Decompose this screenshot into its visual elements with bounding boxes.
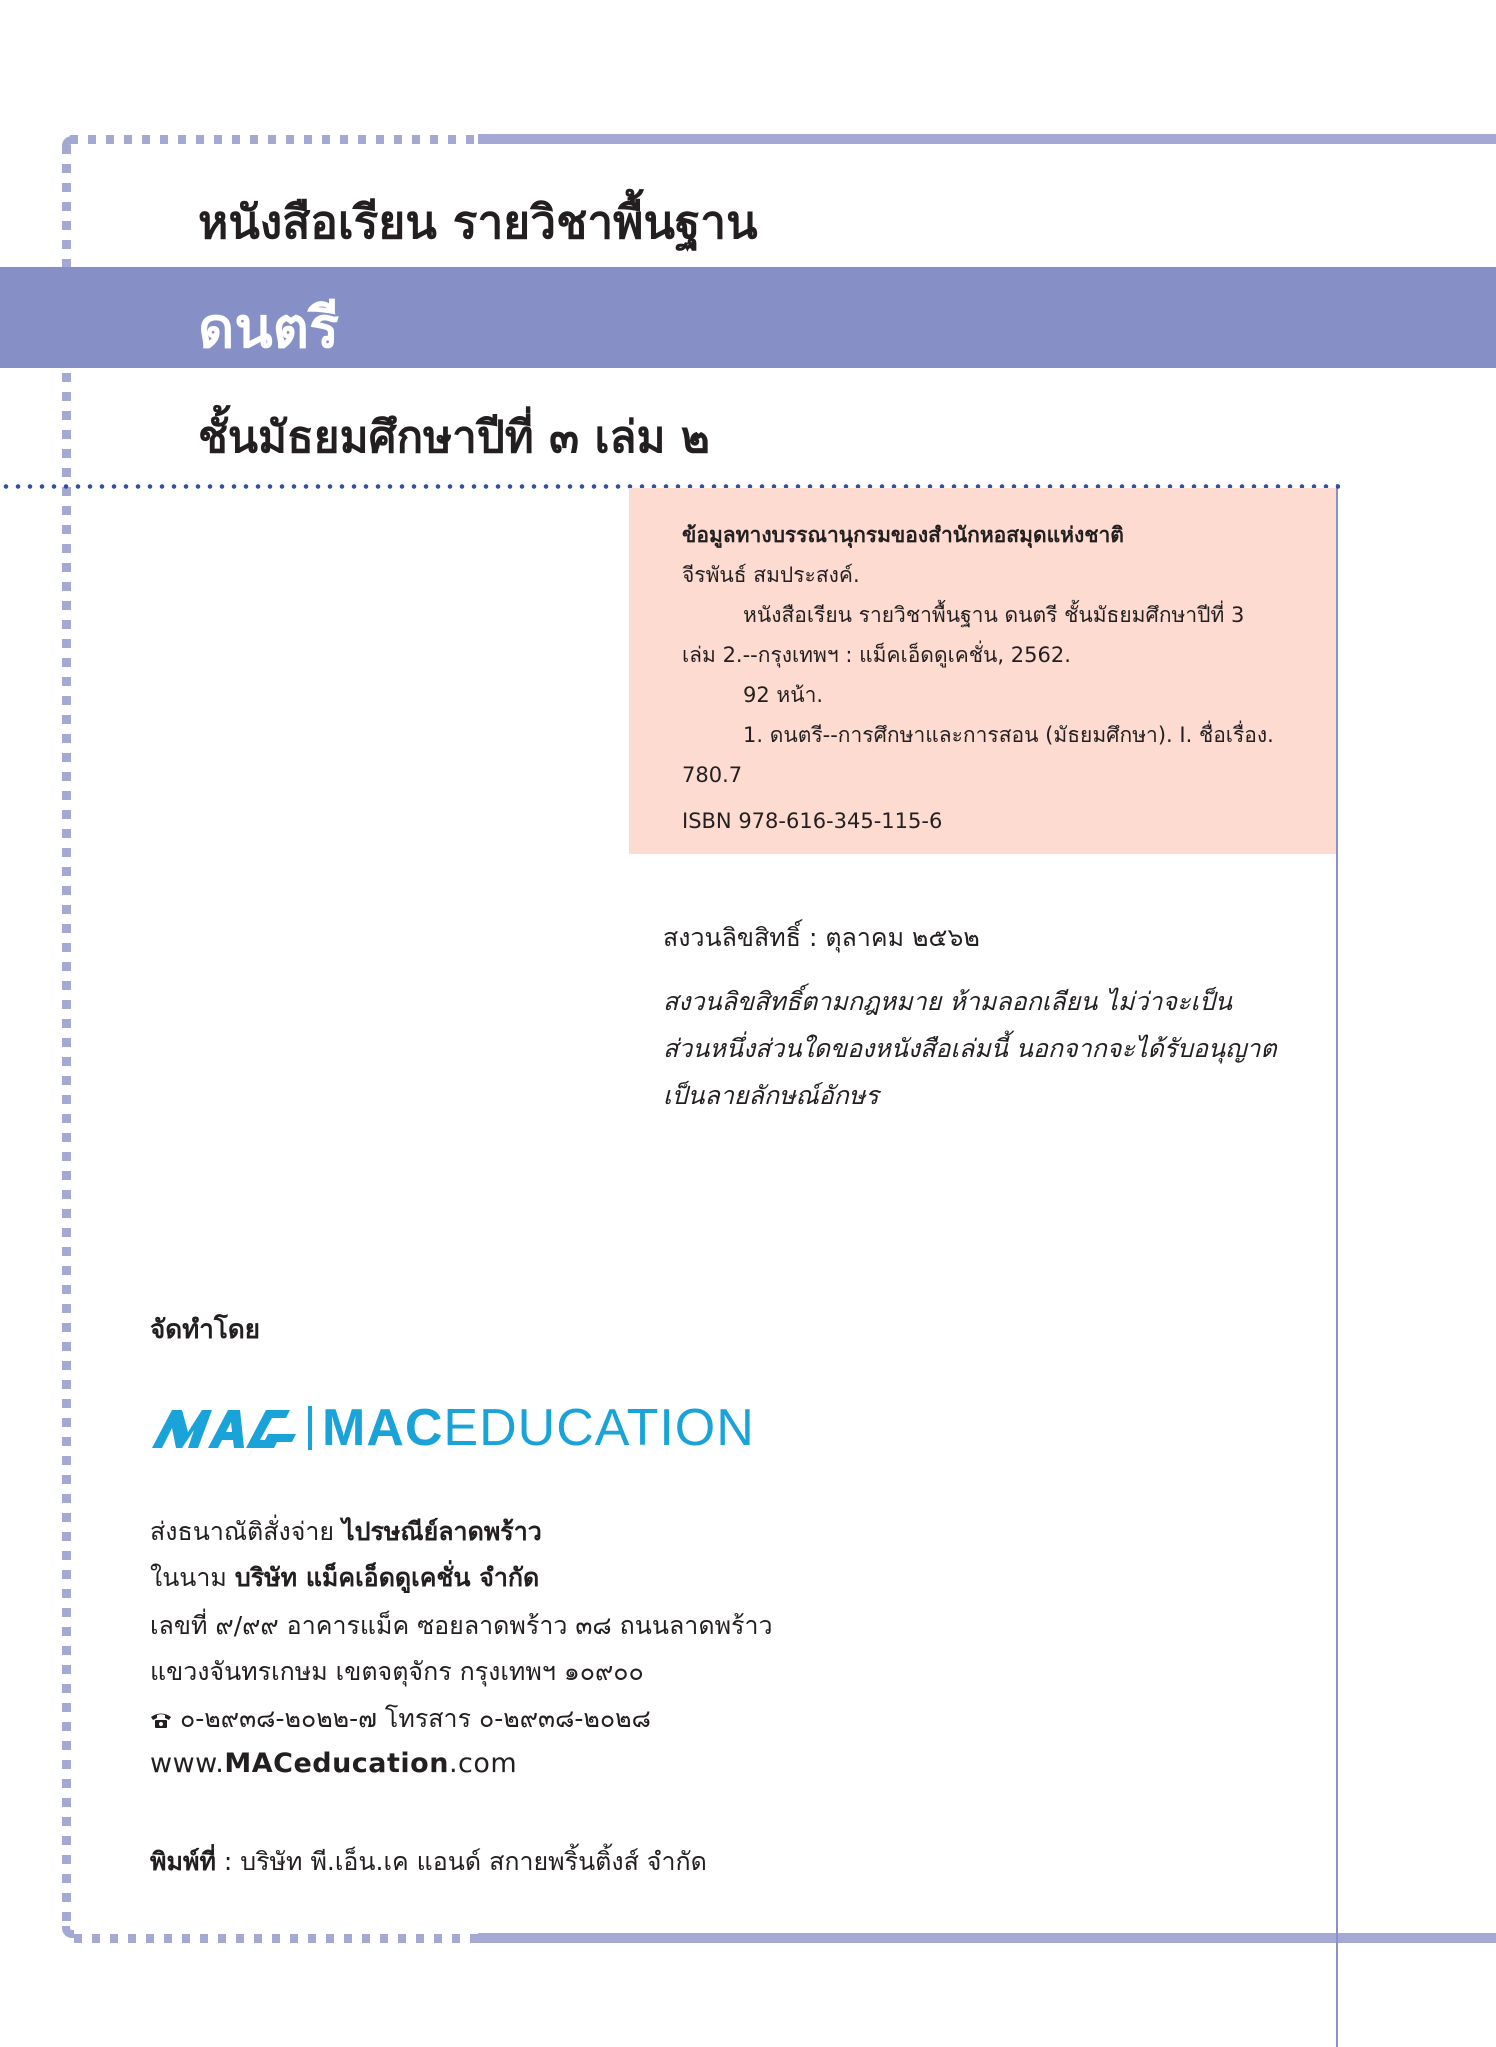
- frame-corner-bottom-left: [62, 1926, 74, 1938]
- payee-line: [150, 1558, 539, 1598]
- frame-bottom-dotted-border: [74, 1934, 478, 1943]
- right-divider-line: [1336, 484, 1338, 2047]
- catalog-title-line-1: หนังสือเรียน รายวิชาพื้นฐาน ดนตรี ชั้นมัธยมศึกษาปีที่ 3: [743, 603, 1245, 627]
- grade-line: ชั้นมัธยมศึกษาปีที่ ๓ เล่ม ๒: [198, 412, 710, 463]
- payee-prefix: ในนาม: [150, 1563, 235, 1592]
- website-name: MACeducation: [224, 1748, 449, 1779]
- copyright-notice-line: เป็นลายลักษณ์อักษร: [663, 1081, 879, 1110]
- address-line-2: แขวงจันทรเกษม เขตจตุจักร กรุงเทพฯ ๑๐๙๐๐: [150, 1657, 644, 1686]
- money-order-office: ไปรษณีย์ลาดพร้าว: [342, 1517, 542, 1546]
- printer-line: [150, 1842, 707, 1882]
- mac-education-logo: [150, 1400, 755, 1456]
- logo-wordmark-light: EDUCATION: [443, 1399, 755, 1457]
- copyright-notice: [663, 978, 1277, 1119]
- catalog-record-box: [629, 488, 1336, 854]
- copyright-notice-line: ส่วนหนึ่งส่วนใดของหนังสือเล่มนี้ นอกจากจะได้รับอนุญาต: [663, 1034, 1277, 1063]
- catalog-isbn: ISBN 978-616-345-115-6: [682, 809, 943, 833]
- catalog-title-line-2: เล่ม 2.--กรุงเทพฯ : แม็คเอ็ดดูเคชั่น, 2562.: [682, 643, 1071, 667]
- book-title: ดนตรี: [198, 296, 340, 361]
- phone-fax-numbers: ๐-๒๙๓๘-๒๐๒๒-๗ โทรสาร ๐-๒๙๓๘-๒๐๒๘: [180, 1704, 651, 1733]
- printer-name: : บริษัท พี.เอ็น.เค แอนด์ สกายพริ้นติ้งส์ จำกัด: [215, 1847, 707, 1876]
- frame-bottom-solid-border: [478, 1933, 1496, 1943]
- catalog-pages: 92 หน้า.: [743, 683, 824, 707]
- website-suffix: .com: [448, 1748, 518, 1779]
- website-prefix: www.: [150, 1748, 225, 1779]
- frame-top-solid-border: [478, 134, 1496, 144]
- frame-top-dotted-border: [70, 135, 478, 144]
- payee-name: บริษัท แม็คเอ็ดดูเคชั่น จำกัด: [234, 1563, 540, 1592]
- subject-line: หนังสือเรียน รายวิชาพื้นฐาน: [198, 195, 758, 249]
- prepared-by-label: จัดทำโดย: [150, 1315, 260, 1345]
- logo-separator: [308, 1406, 312, 1450]
- catalog-subject: 1. ดนตรี--การศึกษาและการสอน (มัธยมศึกษา). I. ชื่อเรื่อง.: [743, 723, 1274, 747]
- money-order-line: [150, 1512, 542, 1552]
- printer-label: พิมพ์ที่: [150, 1847, 216, 1876]
- website-link[interactable]: [150, 1748, 517, 1779]
- frame-left-dotted-border: [62, 145, 71, 1925]
- copyright-notice-line: สงวนลิขสิทธิ์ตามกฎหมาย ห้ามลอกเลียน ไม่ว่าจะเป็น: [663, 987, 1232, 1016]
- telephone-icon: [150, 1711, 172, 1729]
- mac-logo-mark-icon: [150, 1404, 300, 1452]
- phone-line: [150, 1699, 651, 1739]
- catalog-heading: ข้อมูลทางบรรณานุกรมของสำนักหอสมุดแห่งชาติ: [682, 523, 1124, 547]
- copyright-date: สงวนลิขสิทธิ์ : ตุลาคม ๒๕๖๒: [663, 923, 980, 952]
- address-line-1: เลขที่ ๙/๙๙ อาคารแม็ค ซอยลาดพร้าว ๓๘ ถนนลาดพร้าว: [150, 1611, 773, 1640]
- logo-wordmark: [322, 1398, 755, 1458]
- logo-wordmark-bold: MAC: [322, 1399, 444, 1457]
- catalog-classification: 780.7: [682, 763, 743, 787]
- money-order-prefix: ส่งธนาณัติสั่งจ่าย: [150, 1517, 343, 1546]
- catalog-author: จีรพันธ์ สมประสงค์.: [682, 563, 860, 587]
